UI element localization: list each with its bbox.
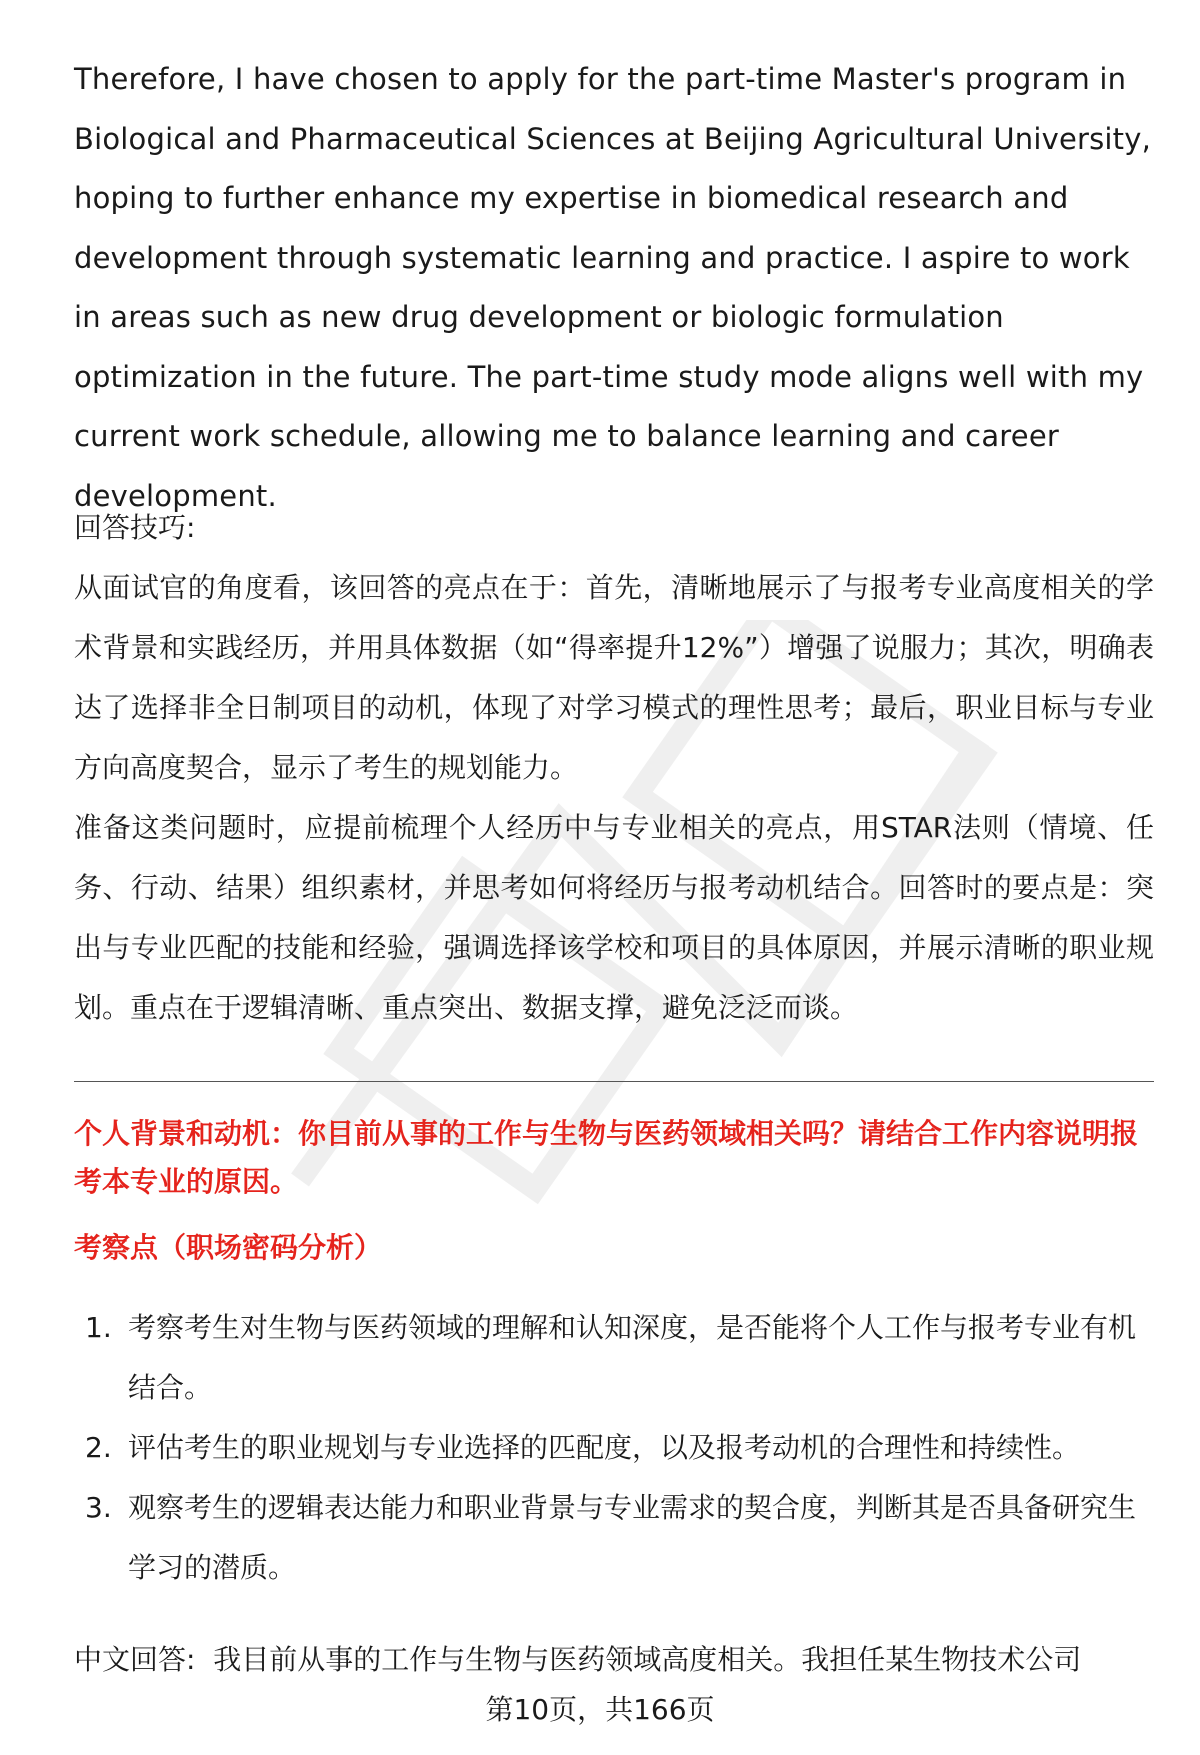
page-number: 第10页，共166页 [485, 1693, 715, 1726]
tips-paragraph: 准备这类问题时，应提前梳理个人经历中与专业相关的亮点，用STAR法则（情境、任务、行动、结果）组织素材，并思考如何将经历与报考动机结合。回答时的要点是：突出与专业匹配的技能和经验，强调选择该学校和项目的具体原因，并展示清晰的职业规划。重点在于逻辑清晰、重点突出、数据支撑，避免泛泛而谈。 [74, 811, 1154, 1024]
tips-heading: 回答技巧: [74, 511, 196, 544]
section-divider [74, 1081, 1154, 1082]
tips-paragraph: 从面试官的角度看，该回答的亮点在于：首先，清晰地展示了与报考专业高度相关的学术背景和实践经历，并用具体数据（如“得率提升12%”）增强了说服力；其次，明确表达了选择非全日制项目的动机，体现了对学习模式的理性思考；最后，职业目标与专业方向高度契合，显示了考生的规划能力。 [74, 571, 1154, 784]
answer-label: 中文回答: [74, 1643, 196, 1676]
list-item-number: 3. [85, 1491, 112, 1524]
list-item [74, 1418, 1154, 1478]
question-title: 个人背景和动机：你目前从事的工作与生物与医药领域相关吗？请结合工作内容说明报考本专业的原因。 [74, 1117, 1139, 1198]
answer-text: 我目前从事的工作与生物与医药领域高度相关。我担任某生物技术公司 [213, 1643, 1082, 1676]
list-item-number: 2. [85, 1431, 112, 1464]
assessment-points-list [74, 1298, 1154, 1598]
list-item-number: 1. [85, 1311, 112, 1344]
list-item [74, 1298, 1154, 1418]
tips-body [74, 558, 1154, 1038]
list-item [74, 1478, 1154, 1598]
document-page [74, 0, 1154, 1755]
list-item-text: 评估考生的职业规划与专业选择的匹配度，以及报考动机的合理性和持续性。 [128, 1431, 1081, 1464]
english-answer-paragraph: Therefore, I have chosen to apply for the part-time Master's program in Biological and Pharmaceutical Sciences at Beijing Agricultural University, hoping to further enhance my expertise in biomedical research and development through systematic learning and practice. I aspire to work in areas such as new drug development or biologic formulation optimization in the future. The part-time study mode aligns well with my current work schedule, allowing me to balance learning and career development. [74, 62, 1152, 513]
list-item-text: 考察考生对生物与医药领域的理解和认知深度，是否能将个人工作与报考专业有机结合。 [128, 1311, 1137, 1404]
list-item-text: 观察考生的逻辑表达能力和职业背景与专业需求的契合度，判断其是否具备研究生学习的潜质。 [128, 1491, 1137, 1584]
question-subtitle: 考察点（职场密码分析） [74, 1231, 383, 1264]
